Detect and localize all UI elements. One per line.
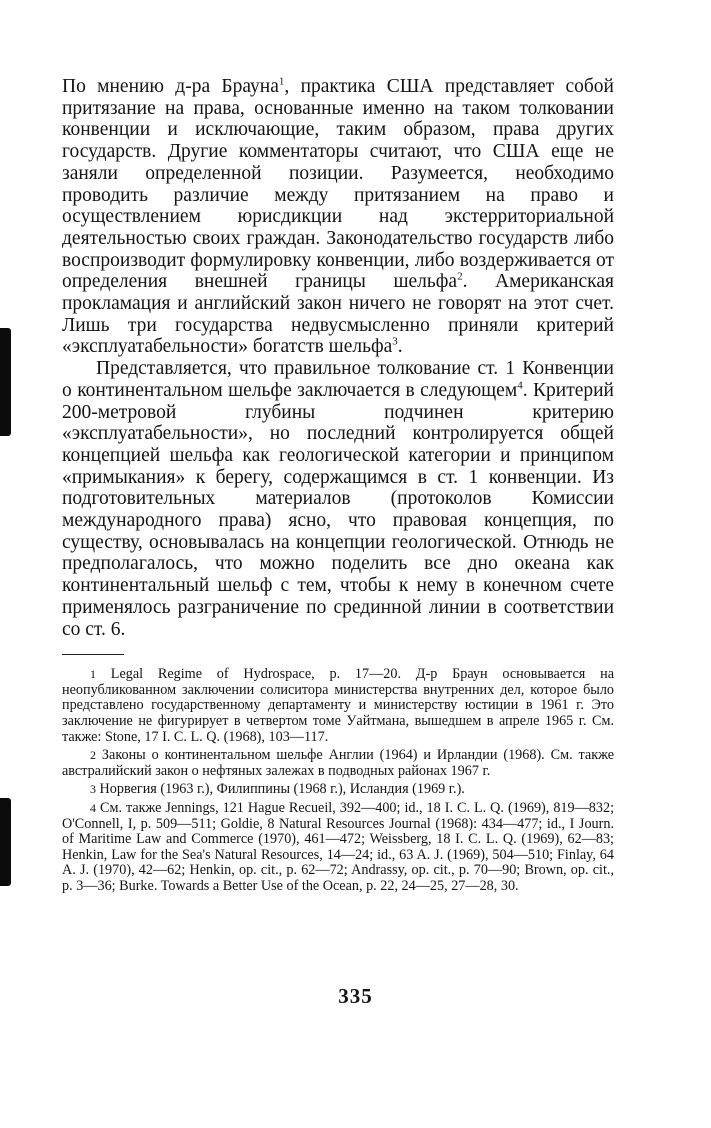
footnote-4-text: См. также Jennings, 121 Hague Recueil, 392—400; id., 18 I. C. L. Q. (1969), 819—832; O'Connell, I, p. 509—511; Goldie, 8 Natural Resources Journal (1968): 434—477; id., I Journ. of Maritime Law and Commerce (1970), 461—472; Weissberg, 18 I. C. L. Q. (1969), 62—83; Henkin, Law for the Sea's Natural Resources, 14—24; id., 63 A. J. (1969), 504—510; Finlay, 64 A. J. (1970), 42—62; Henkin, op. cit., p. 62—72; Andrassy, op. cit., p. 70—90; Brown, op. cit., p. 3—36; Burke. Towards a Better Use of the Ocean, p. 22, 24—25, 27—28, 30. bbox=[62, 800, 615, 894]
paragraph-1-part-b: , практика США представляет собой притязание на права, основанные именно на таком толковании конвенции и исключающие, таким образом, права других государств. Другие комментаторы считают, что США еще не заняли определенной позиции. Разумеется, необходимо проводить различие между притязанием на право и осуществлением юрисдикции над экстерриториальной деятельностью своих граждан. Законодательство государств либо воспроизводит формулировку конвенции, либо воздерживается от определения внешней границы шельфа bbox=[62, 76, 614, 293]
footnote-3-number: 3 bbox=[90, 782, 96, 797]
paragraph-2-part-b: . Критерий 200-метровой глубины подчинен критерию «эксплуатабельности», но последний контролируется общей концепцией шельфа как геологической категории и принципом «примыкания» к берегу, содержащимся в ст. 1 конвенции. Из подготовительных материалов (протоколов Комиссии международного права) ясно, что правовая концепция, по существу, основывалась на концепции геологической. Отнюдь не предполагалось, что можно поделить все дно океана как континентальный шельф с тем, чтобы к нему в конечном счете применялось разграничение по срединной линии в соответствии со ст. 6. bbox=[62, 379, 614, 640]
footnote-3 bbox=[62, 782, 614, 798]
footnote-divider bbox=[62, 654, 124, 655]
footnote-1-number: 1 bbox=[90, 667, 96, 682]
footnote-4 bbox=[62, 801, 614, 895]
footnote-1 bbox=[62, 667, 614, 745]
footnote-4-number: 4 bbox=[90, 801, 96, 816]
main-text bbox=[62, 76, 614, 640]
paragraph-2-part-a: Представляется, что правильное толкование ст. 1 Конвенции о континентальном шельфе заключается в следующем bbox=[62, 358, 614, 401]
paragraph-1-part-a: По мнению д-ра Брауна bbox=[62, 76, 279, 97]
page-content bbox=[62, 76, 614, 898]
paragraph-1 bbox=[62, 76, 614, 358]
paragraph-1-part-c: . Американская прокламация и английский закон ничего не говорят на этот счет. Лишь три государства недвусмысленно приняли критерий «эксплуатабельности» богатств шельфа bbox=[62, 271, 614, 358]
footnotes bbox=[62, 667, 614, 894]
footnote-2-number: 2 bbox=[90, 748, 96, 763]
footnote-2-text: Законы о континентальном шельфе Англии (1964) и Ирландии (1968). См. также австралийский закон о нефтяных залежах в подводных районах 1967 г. bbox=[62, 747, 614, 779]
page-number: 335 bbox=[338, 984, 373, 1008]
footnote-ref-4: 4 bbox=[517, 379, 523, 392]
footnote-2 bbox=[62, 748, 614, 779]
scan-edge-mark-bottom bbox=[0, 798, 11, 886]
footnote-ref-3: 3 bbox=[392, 335, 398, 348]
footnote-3-text: Норвегия (1963 г.), Филиппины (1968 г.), Исландия (1969 г.). bbox=[99, 781, 465, 798]
footnote-ref-1: 1 bbox=[278, 75, 285, 88]
footnote-1-text: Legal Regime of Hydrospace, p. 17—20. Д-р Браун основывается на неопубликованном заключении солиситора министерства внутренних дел, которое было представлено государственному департаменту и министерству юстиции в 1961 г. Это заключение не фигурирует в четвертом томе Уайтмана, вышедшем в апреле 1965 г. См. также: Stone, 17 I. C. L. Q. (1968), 103—117. bbox=[62, 666, 615, 745]
scan-edge-mark-top bbox=[0, 328, 11, 436]
paragraph-1-part-d: . bbox=[397, 336, 403, 358]
footnote-ref-2: 2 bbox=[457, 270, 463, 283]
paragraph-2 bbox=[62, 358, 614, 640]
